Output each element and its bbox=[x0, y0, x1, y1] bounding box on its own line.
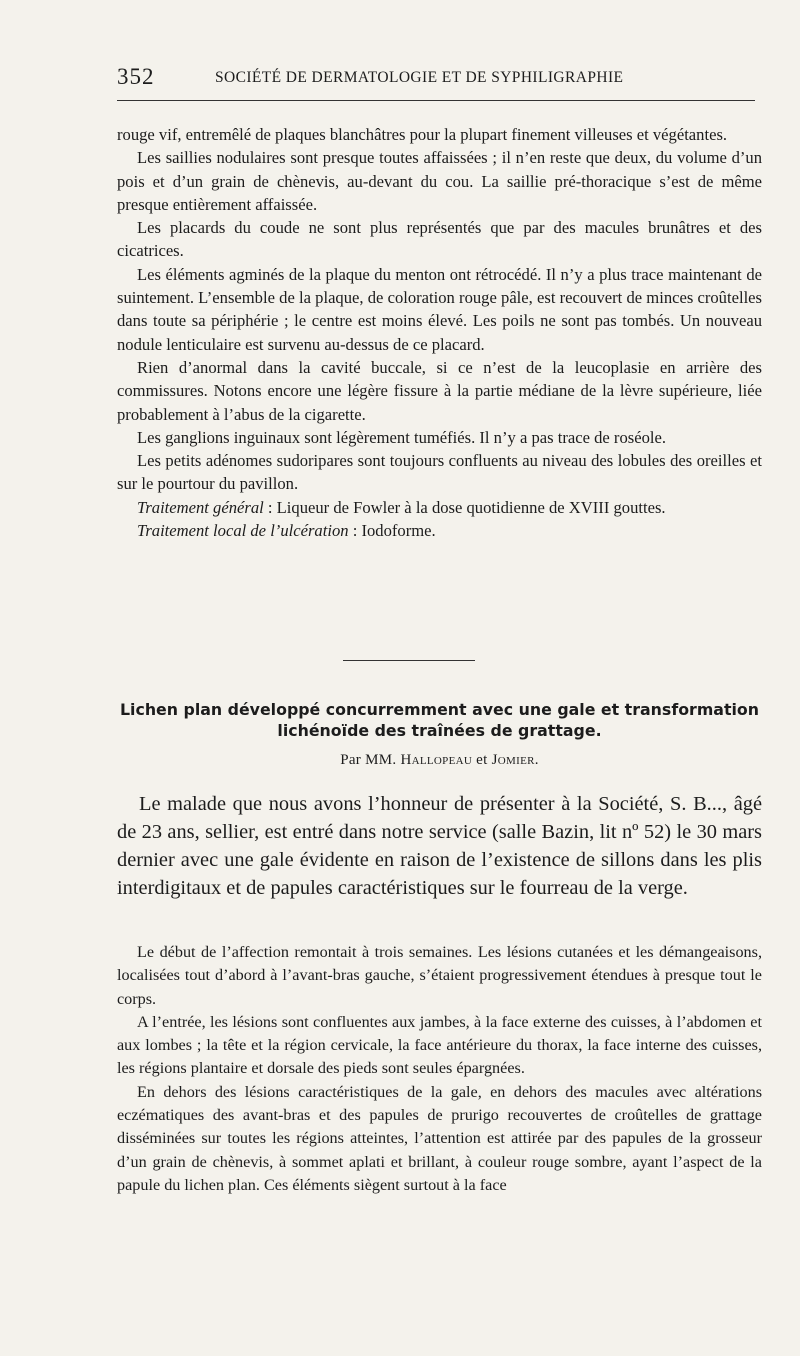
paragraph: Les ganglions inguinaux sont légèrement tuméfiés. Il n’y a pas trace de roséole. bbox=[137, 427, 666, 447]
previous-case-continuation bbox=[117, 123, 762, 542]
article-body bbox=[117, 941, 762, 1197]
treatment-general-text: : Liqueur de Fowler à la dose quotidienne de XVIII gouttes. bbox=[263, 497, 666, 517]
page-header bbox=[117, 64, 762, 94]
paragraph: rouge vif, entremêlé de plaques blanchâtres pour la plupart finement villeuses et végétantes. bbox=[117, 125, 728, 144]
paragraph: Les petits adénomes sudoripares sont toujours confluents au niveau des lobules des oreilles et sur le pourtour du pavillon. bbox=[117, 451, 762, 494]
running-title: SOCIÉTÉ DE DERMATOLOGIE ET DE SYPHILIGRAPHIE bbox=[215, 69, 624, 86]
treatment-general-label: Traitement général bbox=[137, 497, 264, 517]
authors-suffix: . bbox=[534, 752, 539, 768]
paragraph: Les placards du coude ne sont plus représentés que par des macules brunâtres et des cicatrices. bbox=[117, 218, 762, 261]
treatment-local bbox=[117, 519, 762, 542]
article-authors bbox=[117, 752, 762, 769]
article-title: Lichen plan développé concurremment avec une gale et transformation lichénoïde des traînées de grattage. bbox=[119, 700, 760, 740]
section-divider bbox=[343, 660, 475, 661]
paragraph: Rien d’anormal dans la cavité buccale, si ce n’est de la leucoplasie en arrière des commissures. Notons encore une légère fissure à la partie médiane de la lèvre supérieure, liée probablement à l’abus de la cigarette. bbox=[117, 357, 762, 424]
article-lead bbox=[117, 790, 762, 902]
treatment-general bbox=[117, 496, 762, 519]
paragraph: Les éléments agminés de la plaque du menton ont rétrocédé. Il n’y a plus trace maintenant de suintement. L’ensemble de la plaque, de coloration rouge pâle, est recouvert de minces croûtelles dans toute sa périphérie ; le centre est moins élevé. Les poils ne sont pas tombés. Un nouveau nodule lenticulaire est survenu au-dessus de ce placard. bbox=[117, 264, 762, 354]
paragraph: En dehors des lésions caractéristiques de la gale, en dehors des macules avec altérations eczématiques des avant-bras et des papules de prurigo recouvertes de croûtelles de grattage disséminées sur toutes les régions atteintes, l’attention est attirée par des papules de la grosseur d’un grain de chènevis, à sommet aplati et brillant, à couleur rouge sombre, ayant l’aspect de la papule du lichen plan. Ces éléments siègent surtout à la face bbox=[117, 1082, 762, 1194]
author-jomier: Jomier bbox=[491, 752, 535, 768]
treatment-local-text: : Iodoforme. bbox=[348, 521, 436, 541]
paragraph: A l’entrée, les lésions sont confluentes aux jambes, à la face externe des cuisses, à l’abdomen et aux lombes ; la tête et la région cervicale, la face antérieure du thorax, la face interne des cuisses, les régions plantaire et dorsale des pieds sont seules épargnées. bbox=[117, 1012, 762, 1078]
lead-paragraph: Le malade que nous avons l’honneur de présenter à la Société, S. B..., âgé de 23 ans, sellier, est entré dans notre service (salle Bazin, lit nº 52) le 30 mars dernier avec une gale évidente en raison de l’existence de sillons dans les plis interdigitaux et de papules caractéristiques sur le fourreau de la verge. bbox=[117, 793, 762, 899]
paragraph: Le début de l’affection remontait à trois semaines. Les lésions cutanées et les démangeaisons, localisées tout d’abord à l’avant-bras gauche, s’étaient progressivement étendues à presque tout le corps. bbox=[117, 943, 762, 1008]
authors-prefix: Par MM. bbox=[340, 752, 401, 768]
header-rule bbox=[117, 100, 755, 101]
author-hallopeau: Hallopeau bbox=[400, 752, 473, 768]
paragraph: Les saillies nodulaires sont presque toutes affaissées ; il n’en reste que deux, du volume d’un pois et d’un grain de chènevis, au-devant du cou. La saillie pré-thoracique s’est de même presque entièrement affaissée. bbox=[117, 148, 762, 214]
page-number: 352 bbox=[117, 64, 155, 89]
treatment-local-label: Traitement local de l’ulcération bbox=[137, 521, 349, 541]
authors-conjunction: et bbox=[472, 752, 492, 768]
